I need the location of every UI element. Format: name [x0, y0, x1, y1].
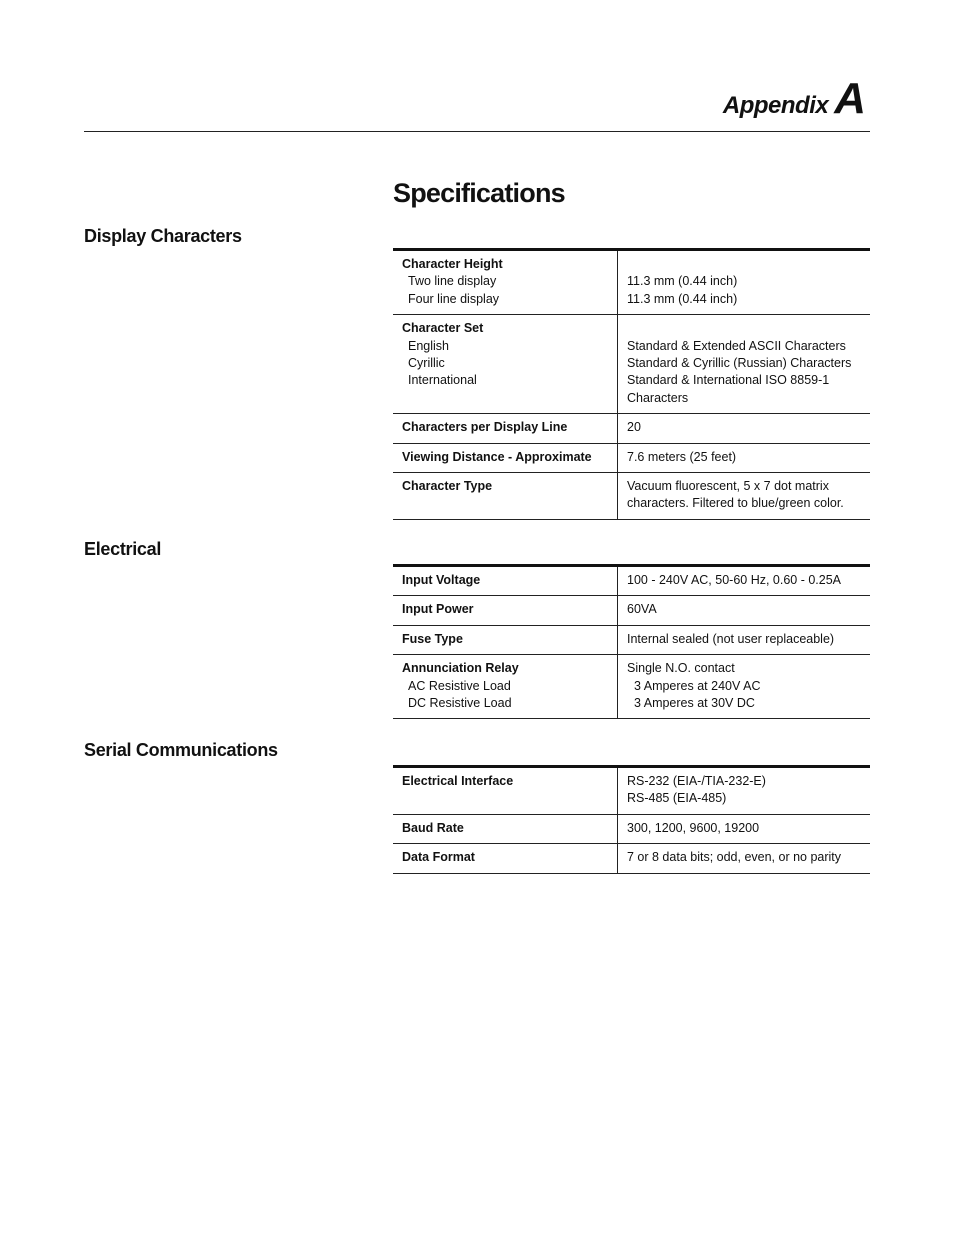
- spec-value: RS-485 (EIA-485): [627, 791, 727, 806]
- spec-sublabel: DC Resistive Load: [408, 696, 512, 711]
- spec-sublabel: International: [408, 373, 477, 388]
- spec-value: 7 or 8 data bits; odd, even, or no parity: [627, 850, 842, 865]
- spec-label: Baud Rate: [402, 820, 464, 835]
- spec-value: 300, 1200, 9600, 19200: [627, 820, 760, 835]
- display-spec-table: [393, 248, 870, 520]
- table-row: [393, 250, 870, 315]
- spec-value: characters. Filtered to blue/green color.: [627, 496, 844, 511]
- spec-value: Standard & Cyrillic (Russian) Characters: [627, 356, 852, 371]
- spec-value: 11.3 mm (0.44 inch): [627, 274, 738, 289]
- spec-label: Character Set: [402, 321, 484, 336]
- section-heading-display: Display Characters: [84, 226, 242, 246]
- spec-value: Characters: [627, 390, 689, 405]
- appendix-heading: [723, 74, 866, 124]
- spec-sublabel: AC Resistive Load: [408, 678, 511, 693]
- table-row: [393, 655, 870, 719]
- spec-label: Character Height: [402, 257, 503, 271]
- spec-sublabel: Four line display: [408, 291, 500, 306]
- header-rule: [84, 131, 870, 132]
- table-row: [393, 414, 870, 443]
- table-row: [393, 625, 870, 654]
- spec-value: RS-232 (EIA-/TIA-232-E): [627, 774, 766, 788]
- spec-value: 7.6 meters (25 feet): [627, 449, 737, 464]
- table-row: [393, 315, 870, 414]
- spec-label: Annunciation Relay: [402, 661, 519, 676]
- spec-value: 100 - 240V AC, 50-60 Hz, 0.60 - 0.25A: [627, 573, 842, 587]
- spec-sublabel: English: [408, 338, 449, 353]
- appendix-word: Appendix: [722, 92, 829, 119]
- spec-value: Single N.O. contact: [627, 661, 735, 676]
- spec-value: 60VA: [627, 602, 657, 617]
- table-row: [393, 566, 870, 596]
- electrical-spec-table: [393, 564, 870, 719]
- spec-label: Character Type: [402, 479, 493, 494]
- table-row: [393, 596, 870, 625]
- table-row: [393, 767, 870, 815]
- section-heading-electrical: Electrical: [84, 539, 162, 559]
- spec-label: Data Format: [402, 850, 475, 865]
- spec-value: Standard & International ISO 8859-1: [627, 373, 830, 388]
- table-row: [393, 473, 870, 520]
- spec-value: 3 Amperes at 30V DC: [634, 696, 755, 711]
- spec-sublabel: Two line display: [408, 274, 497, 289]
- spec-value: Vacuum fluorescent, 5 x 7 dot matrix: [627, 479, 829, 494]
- spec-value: Standard & Extended ASCII Characters: [627, 338, 846, 353]
- spec-label: Characters per Display Line: [402, 420, 568, 435]
- spec-value: 3 Amperes at 240V AC: [634, 678, 761, 693]
- table-row: [393, 844, 870, 873]
- spec-value: 11.3 mm (0.44 inch): [627, 291, 738, 306]
- spec-label: Input Power: [402, 602, 474, 617]
- table-row: [393, 814, 870, 843]
- appendix-letter: A: [834, 74, 866, 123]
- spec-sublabel: Cyrillic: [408, 356, 445, 371]
- serial-spec-table: [393, 765, 870, 874]
- table-row: [393, 443, 870, 472]
- spec-label: Fuse Type: [402, 631, 463, 646]
- page-title: Specifications: [393, 178, 565, 208]
- spec-label: Input Voltage: [402, 573, 481, 587]
- spec-label: Electrical Interface: [402, 774, 514, 788]
- section-heading-serial: Serial Communications: [84, 740, 278, 760]
- spec-value: Internal sealed (not user replaceable): [627, 631, 835, 646]
- spec-label: Viewing Distance - Approximate: [402, 449, 592, 464]
- spec-value: 20: [627, 420, 641, 435]
